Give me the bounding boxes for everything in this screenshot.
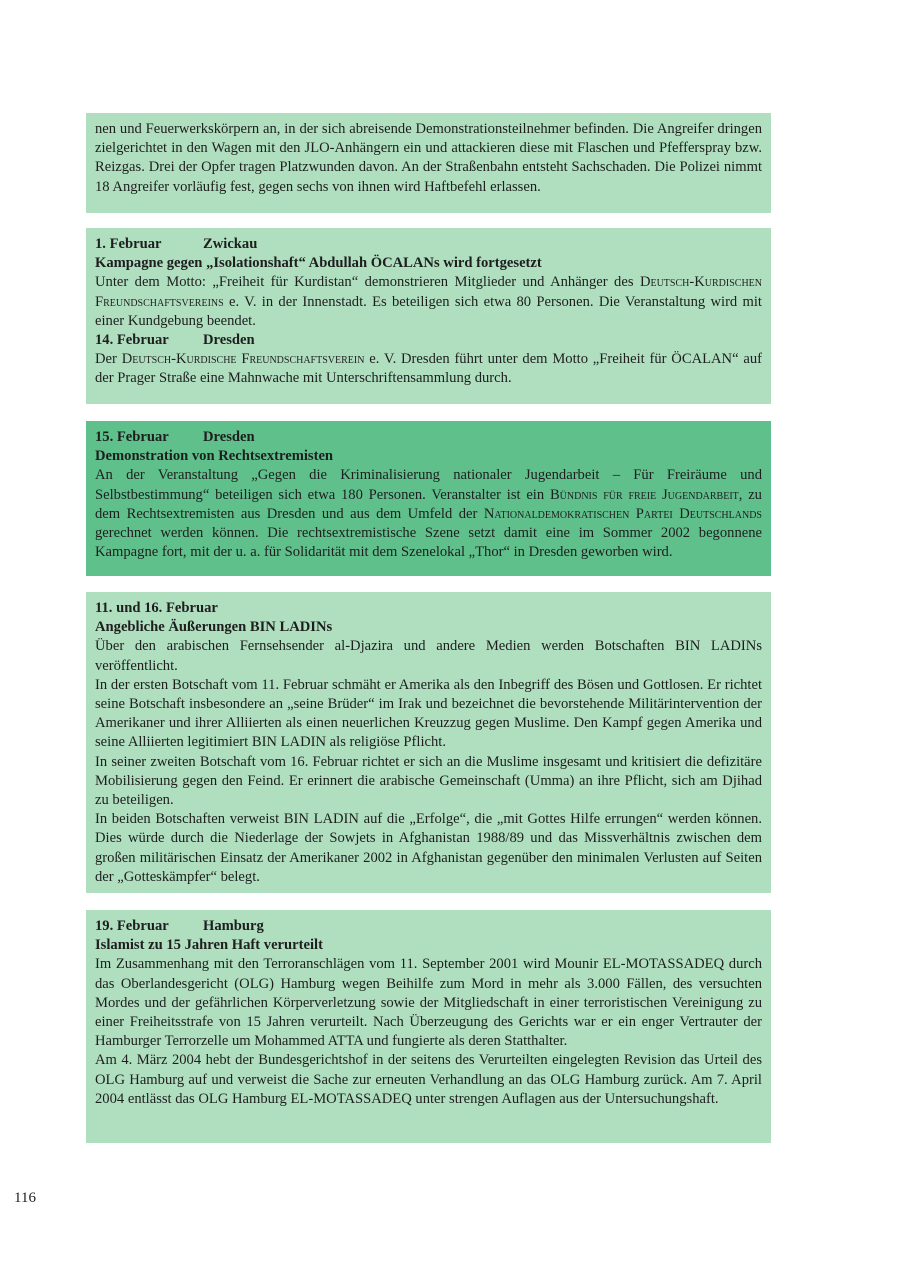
entry-header-zwickau: [95, 235, 762, 254]
entry-header-dresden: [95, 331, 762, 350]
continuation-text: nen und Feuerwerkskörpern an, in der sich abreisende Demonstrationsteilnehmer befinden. Die Angreifer dringen zielgerichtet in den Wagen mit den JLO-Anhängern ein und attackieren diese mit Flaschen und Pfefferspray bzw. Reizgas. Drei der Opfer tragen Platzwunden davon. An der Straßenbahn entsteht Sachschaden. Die Polizei nimmt 18 Angreifer vorläufig fest, gegen sechs von ihnen wird Haftbefehl erlassen.: [95, 121, 762, 195]
org-name: Deutsch-Kurdischen Freundschaftsvereins: [95, 274, 762, 310]
entry-place: Zwickau: [203, 236, 258, 252]
entry-header-hamburg: [95, 917, 762, 936]
org-name: Nationaldemokratischen Partei Deutschlands: [483, 505, 762, 522]
entry-title-bin-ladin: Angebliche Äußerungen BIN LADINs: [95, 619, 333, 636]
entry-paragraph: Über den arabischen Fernsehsender al-Djazira und andere Medien werden Botschaften BIN LADINs veröffentlicht.: [95, 638, 762, 674]
entry-header-dresden: [95, 428, 762, 447]
entry-title-demonstration: Demonstration von Rechtsextremisten: [95, 448, 334, 465]
entry-date: 11. und 16. Februar: [95, 600, 218, 616]
entry-paragraph: In beiden Botschaften verweist BIN LADIN auf die „Erfolge“, die „mit Gottes Hilfe errungen“ werden können. Dies würde durch die Niederlage der Sowjets in Afghanistan 1988/89 und das Missverhältnis zwischen dem großen militärischen Einsatz der Amerikaner 2002 in Afghanistan gegenüber den minimalen Verlusten auf Seiten der „Gotteskämpfer“ belegt.: [95, 811, 762, 885]
entry-box-right-extremist-demo: [86, 421, 771, 576]
entry-title-verdict: Islamist zu 15 Jahren Haft verurteilt: [95, 937, 323, 954]
entry-paragraph: In seiner zweiten Botschaft vom 16. Februar richtet er sich an die Muslime insgesamt und kritisiert die defizitäre Mobilisierung gegen den Feind. Er erinnert die arabische Gemeinschaft (Umma) an ihre Pflicht, sich am Djihad zu beteiligen.: [95, 753, 762, 809]
entry-header: [95, 599, 762, 618]
entry-text-zwickau: Unter dem Motto: „Freiheit für Kurdistan“ demonstrieren Mitglieder und Anhänger des Deutsch-Kurdischen Freundschaftsvereins e. V. in der Innenstadt. Es beteiligen sich etwa 80 Personen. Die Veranstaltung wird mit einer Kundgebung beendet.: [95, 274, 762, 329]
entry-date: 1. Februar: [95, 236, 162, 252]
org-name: Bündnis für freie Jugendarbeit: [549, 486, 739, 503]
entry-date: 15. Februar: [95, 429, 169, 445]
entry-paragraph: Am 4. März 2004 hebt der Bundesgerichtshof in der seitens des Verurteilten eingelegten Revision das Urteil des OLG Hamburg auf und verweist die Sache zur erneuten Verhandlung an das OLG Hamburg zurück. Am 7. April 2004 entlässt das OLG Hamburg EL-MOTASSADEQ unter strengen Auflagen aus der Untersuchungshaft.: [95, 1052, 762, 1107]
org-name: Deutsch-Kurdische Freundschaftsverein: [121, 351, 365, 368]
entry-box-kurdish-events: [86, 228, 771, 404]
entry-paragraph: Im Zusammenhang mit den Terroranschlägen vom 11. September 2001 wird Mounir EL-MOTASSADEQ durch das Oberlandesgericht (OLG) Hamburg wegen Beihilfe zum Mord in mehr als 3.000 Fällen, des versuchten Mordes und der gefährlichen Körperverletzung sowie der Mitgliedschaft in einer terroristischen Vereinigung zu einer Freiheitsstrafe von 15 Jahren verurteilt. Nach Überzeugung des Gerichts war er ein enger Vertrauter der Hamburger Terrorzelle um Mohammed ATTA und fungierte als deren Statthalter.: [95, 956, 762, 1050]
entry-text-dresden-vigil: Der Deutsch-Kurdische Freundschaftsverein e. V. Dresden führt unter dem Motto „Freiheit für ÖCALAN“ auf der Prager Straße eine Mahnwache mit Unterschriftensammlung durch.: [95, 351, 763, 387]
entry-place: Hamburg: [203, 918, 264, 934]
entry-paragraph: In der ersten Botschaft vom 11. Februar schmäht er Amerika als den Inbegriff des Bösen und Gottlosen. Er richtet seine Botschaft insbesondere an „seine Brüder“ im Irak und bezeichnet die bevorstehende Militärintervention der Amerikaner und ihrer Alliierten als einen neuerlichen Kreuzzug gegen Muslime. Den Kampf gegen Amerika und seine Alliierten legitimiert BIN LADIN als religiöse Pflicht.: [95, 676, 762, 751]
entry-place: Dresden: [203, 429, 255, 445]
page-number: 116: [14, 1190, 36, 1206]
entry-date: 14. Februar: [95, 332, 169, 349]
entry-text-demonstration: An der Veranstaltung „Gegen die Kriminalisierung nationaler Jugendarbeit – Für Freiräume und Selbstbestimmung“ beteiligen sich etwa 180 Personen. Veranstalter ist ein Bündnis für freie Jugendarbeit, zu dem Rechtsextremisten aus Dresden und aus dem Umfeld der Nationaldemokratischen Partei Deutschlands gerechnet werden können. Die rechtsextremistische Szene setzt damit eine im Sommer 2002 begonnene Kampagne fort, mit der u. a. für Solidarität mit dem Szenelokal „Thor“ in Dresden geworben wird.: [95, 467, 762, 561]
entry-date: 19. Februar: [95, 918, 169, 934]
continuation-box: [86, 113, 771, 213]
entry-title-ocalan-campaign: Kampagne gegen „Isolationshaft“ Abdullah ÖCALANs wird fortgesetzt: [95, 255, 542, 272]
entry-box-hamburg-verdict: [86, 910, 771, 1143]
entry-place: Dresden: [203, 332, 255, 349]
entry-box-bin-ladin-statements: [86, 592, 771, 893]
